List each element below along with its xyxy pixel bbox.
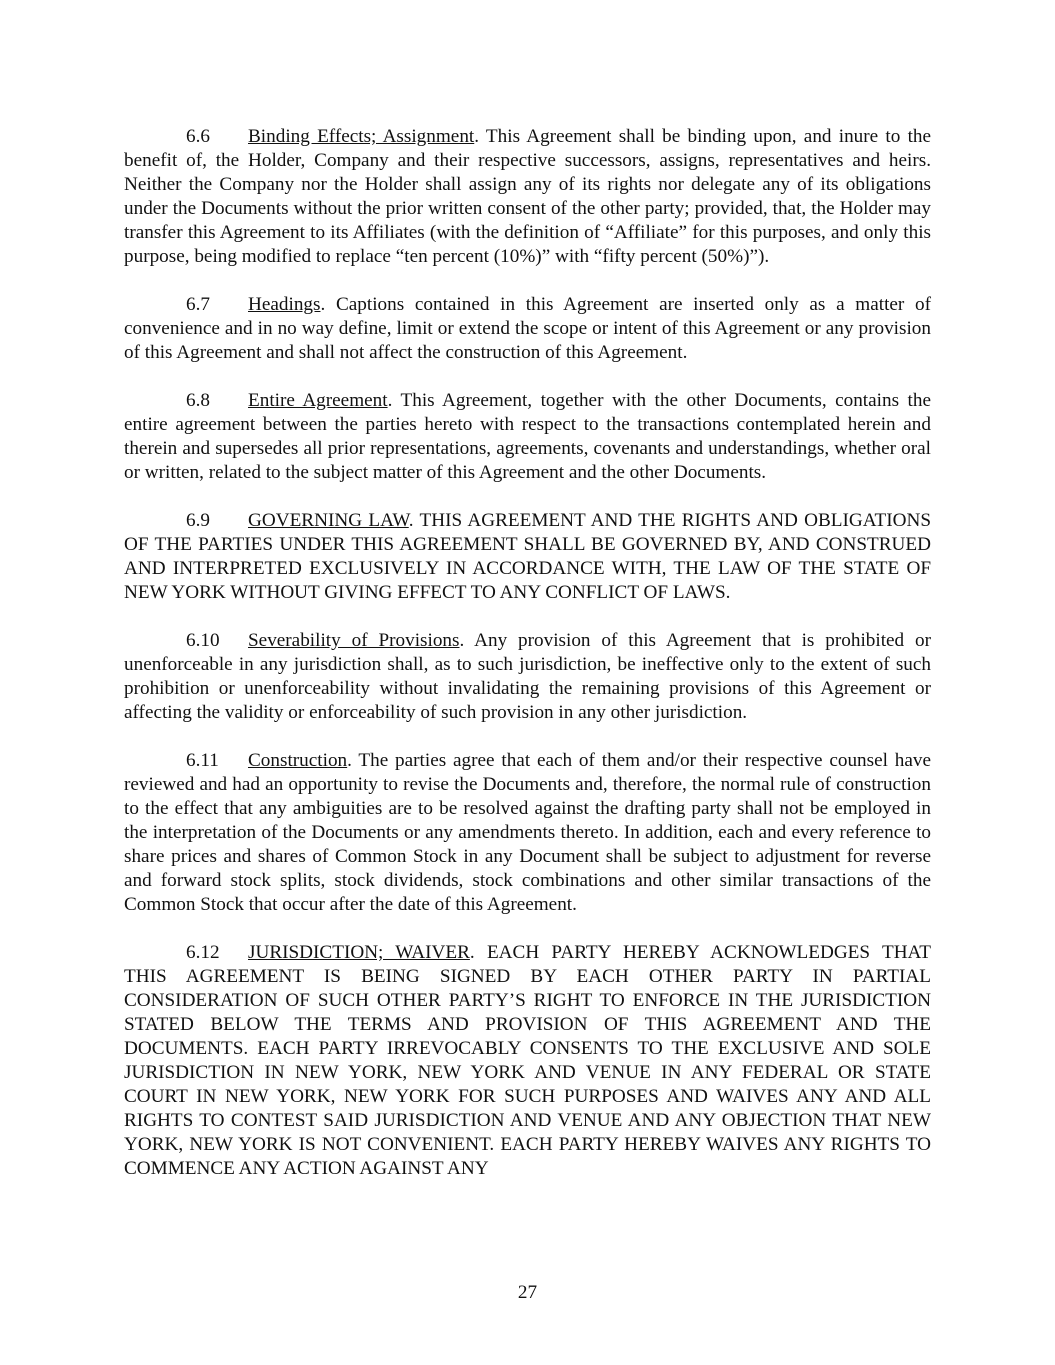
section-heading: GOVERNING LAW: [248, 510, 409, 531]
section-text: . This Agreement, together with the other Documents, contains the entire agreement between the parties hereto with respect to the transactions contemplated herein and therein and supersedes all prior representations, agreements, covenants and understandings, whether oral or written, related to the subject matter of this Agreement and the other Documents.: [124, 390, 931, 483]
section-heading: Construction: [248, 750, 348, 771]
section-number: 6.8: [186, 390, 210, 411]
section-text: . This Agreement shall be binding upon, and inure to the benefit of, the Holder, Company and their respective successors, assigns, representatives and heirs. Neither the Company nor the Holder shall assign any of its rights nor delegate any of its obligations under the Documents without the prior written consent of the other party; provided, that, the Holder may transfer this Agreement to its Affiliates (with the definition of “Affiliate” for this purposes, and only this purpose, being modified to replace “ten percent (10%)” with “fifty percent (50%)”).: [124, 126, 932, 267]
section-number: 6.10: [186, 630, 220, 651]
section-number: 6.9: [186, 510, 210, 531]
section-heading: Headings: [248, 294, 321, 315]
section-number: 6.11: [186, 750, 219, 771]
section-heading: JURISDICTION; WAIVER: [248, 942, 470, 963]
section-text: . THIS AGREEMENT AND THE RIGHTS AND OBLIGATIONS OF THE PARTIES UNDER THIS AGREEMENT SHALL BE GOVERNED BY, AND CONSTRUED AND INTERPRETED EXCLUSIVELY IN ACCORDANCE WITH, THE LAW OF THE STATE OF NEW YORK WITHOUT GIVING EFFECT TO ANY CONFLICT OF LAWS.: [124, 510, 931, 603]
section-text: . Captions contained in this Agreement are inserted only as a matter of convenience and in no way define, limit or extend the scope or intent of this Agreement or any provision of this Agreement and shall not affect the construction of this Agreement.: [124, 294, 931, 363]
section-6-11: [124, 749, 931, 917]
section-6-8: [124, 389, 931, 485]
section-text: . EACH PARTY HEREBY ACKNOWLEDGES THAT THIS AGREEMENT IS BEING SIGNED BY EACH OTHER PARTY IN PARTIAL CONSIDERATION OF SUCH OTHER PARTY’S RIGHT TO ENFORCE IN THE JURISDICTION STATED BELOW THE TERMS AND PROVISION OF THIS AGREEMENT AND THE DOCUMENTS. EACH PARTY IRREVOCABLY CONSENTS TO THE EXCLUSIVE AND SOLE JURISDICTION IN NEW YORK, NEW YORK AND VENUE IN ANY FEDERAL OR STATE COURT IN NEW YORK, NEW YORK FOR SUCH PURPOSES AND WAIVES ANY AND ALL RIGHTS TO CONTEST SAID JURISDICTION AND VENUE AND ANY OBJECTION THAT NEW YORK, NEW YORK IS NOT CONVENIENT. EACH PARTY HEREBY WAIVES ANY RIGHTS TO COMMENCE ANY ACTION AGAINST ANY: [124, 942, 931, 1179]
section-number: 6.7: [186, 294, 210, 315]
section-heading: Binding Effects; Assignment: [248, 126, 475, 147]
section-6-7: [124, 293, 931, 365]
section-6-9: [124, 509, 931, 605]
section-number: 6.6: [186, 126, 210, 147]
section-number: 6.12: [186, 942, 220, 963]
section-6-12: [124, 941, 931, 1181]
page-number: 27: [517, 1282, 538, 1303]
section-6-6: [124, 125, 931, 269]
document-body: [124, 125, 931, 1205]
section-text: . The parties agree that each of them and/or their respective counsel have reviewed and had an opportunity to revise the Documents and, therefore, the normal rule of construction to the effect that any ambiguities are to be resolved against the drafting party shall not be employed in the interpretation of the Documents or any amendments thereto. In addition, each and every reference to share prices and shares of Common Stock in any Document shall be subject to adjustment for reverse and forward stock splits, stock dividends, stock combinations and other similar transactions of the Common Stock that occur after the date of this Agreement.: [124, 750, 931, 915]
section-heading: Severability of Provisions: [248, 630, 460, 651]
section-heading: Entire Agreement: [248, 390, 388, 411]
section-text: . Any provision of this Agreement that is prohibited or unenforceable in any jurisdiction shall, as to such jurisdiction, be ineffective only to the extent of such prohibition or unenforceability without invalidating the remaining provisions of this Agreement or affecting the validity or enforceability of such provision in any other jurisdiction.: [124, 630, 932, 723]
section-6-10: [124, 629, 931, 725]
